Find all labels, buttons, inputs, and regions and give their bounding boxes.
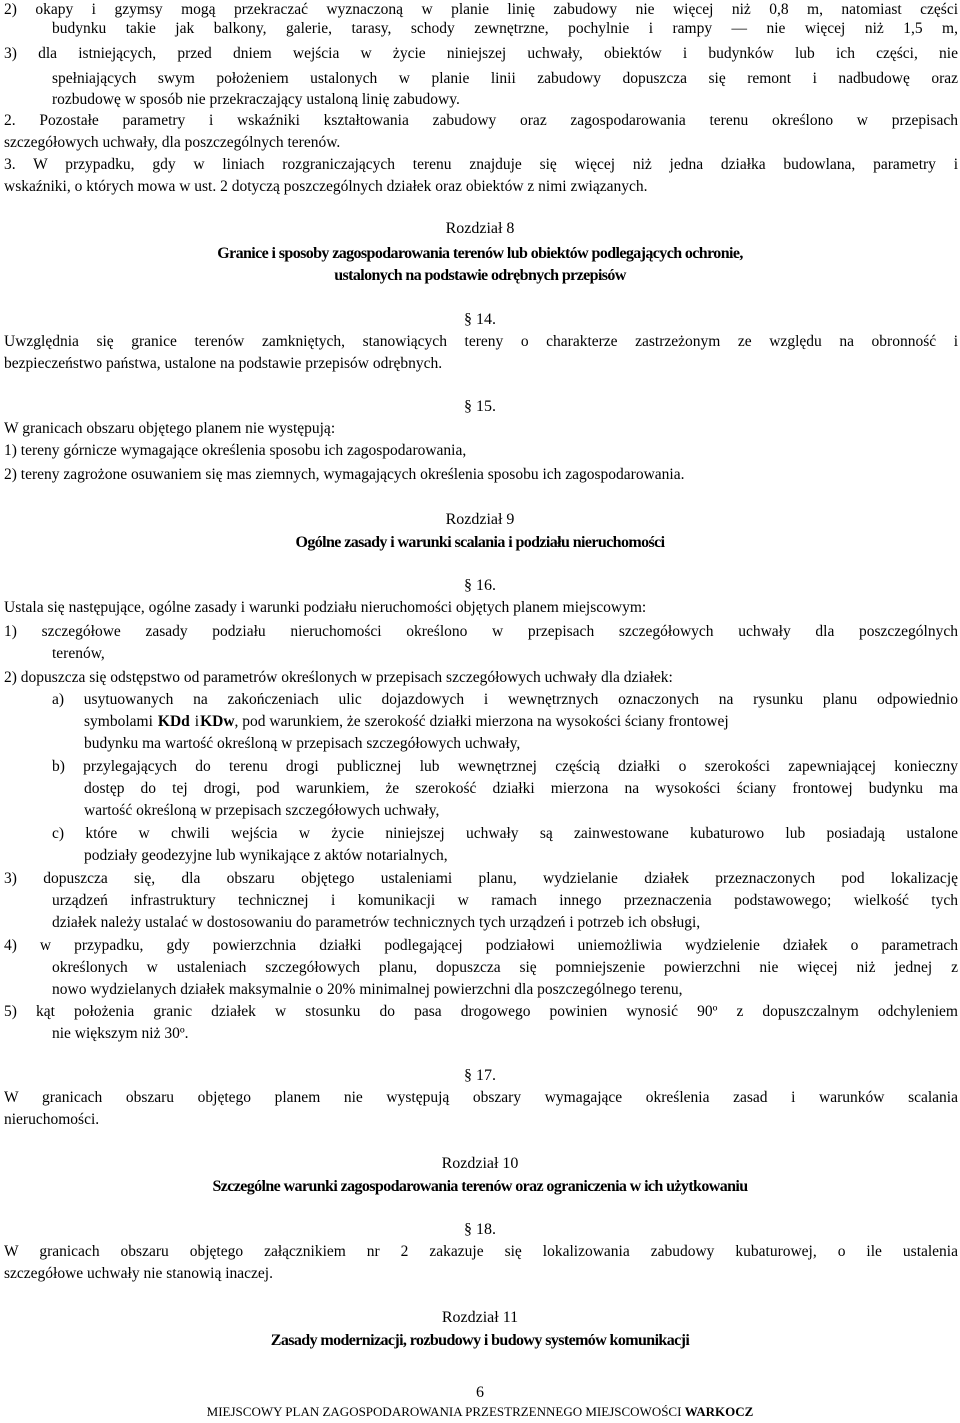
footer-locality: WARKOCZ: [684, 1404, 754, 1419]
chapter-heading: Rozdział 10: [441, 1155, 519, 1172]
text-line: b) przylegających do terenu drogi publicznej lub wewnętrznej częścią działki o szerokości zapewniającej konieczny: [52, 758, 958, 775]
chapter-heading: Rozdział 11: [441, 1309, 519, 1326]
chapter-heading: Rozdział 8: [445, 220, 515, 237]
text-run: i: [194, 713, 200, 730]
text-line: 3. W przypadku, gdy w liniach rozgraniczających terenu znajduje się więcej niż jedna działka budowlana, parametry i: [4, 156, 958, 173]
paragraph-number: § 18.: [464, 1221, 496, 1238]
text-run: symbolami: [84, 713, 153, 730]
paragraph-number: § 14.: [464, 311, 496, 328]
page-number: 6: [476, 1384, 484, 1401]
text-line: określonych w ustaleniach szczegółowych planu, dopuszcza się pomniejszenie powierzchni nie więcej niż jednej z: [52, 959, 958, 976]
text-line: nieruchomości.: [4, 1111, 100, 1128]
text-line: 5) kąt położenia granic działek w stosunku do pasa drogowego powinien wynosić 90º z dopuszczalnym odchyleniem: [4, 1003, 958, 1020]
chapter-title: Zasady modernizacji, rozbudowy i budowy systemów komunikacji: [270, 1332, 690, 1349]
footer-text: MIEJSCOWY PLAN ZAGOSPODAROWANIA PRZESTRZENNEGO MIEJSCOWOŚCI: [206, 1404, 682, 1419]
chapter-heading: Rozdział 9: [445, 511, 515, 528]
text-line: podziały geodezyjne lub wynikające z aktów notarialnych,: [84, 847, 448, 864]
text-line: działek należy ustalać w dostosowaniu do parametrów technicznych tych urządzeń i potrzeb ich obsługi,: [52, 914, 701, 931]
text-line: budynku takie jak balkony, galerie, tarasy, schody zewnętrzne, pochylnie i rampy — nie więcej niż 1,5 m,: [52, 20, 958, 37]
chapter-title: ustalonych na podstawie odrębnych przepisów: [334, 267, 626, 284]
text-line: bezpieczeństwo państwa, ustalone na podstawie przepisów odrębnych.: [4, 355, 443, 372]
text-line: 4) w przypadku, gdy powierzchnia działki podlegającej podziałowi uniemożliwia wydzielenie działek o parametrach: [4, 937, 958, 954]
text-line: dostęp do tej drogi, pod warunkiem, że szerokość działki mierzona na wysokości ściany frontowej budynku ma: [84, 780, 958, 797]
text-line: 1) szczegółowe zasady podziału nieruchomości określono w przepisach szczegółowych uchwały dla poszczególnych: [4, 623, 958, 640]
text-line: W granicach obszaru objętego planem nie występują obszary wymagające określenia zasad i warunków scalania: [4, 1089, 958, 1106]
text-line: W granicach obszaru objętego planem nie występują:: [4, 420, 336, 437]
text-line: 2) okapy i gzymsy mogą przekraczać wyznaczoną w planie linię zabudowy nie więcej niż 0,8 m, natomiast części: [4, 1, 958, 18]
text-line: nie większym niż 30º.: [52, 1025, 189, 1042]
text-line: rozbudowę w sposób nie przekraczający ustaloną linię zabudowy.: [52, 91, 460, 108]
text-line: szczegółowe uchwały nie stanowią inaczej.: [4, 1265, 273, 1282]
text-line: szczegółowych uchwały, dla poszczególnych terenów.: [4, 134, 341, 151]
text-line: spełniających swym położeniem ustalonych w planie linii zabudowy dopuszcza się remont i nadbudowę oraz: [52, 70, 958, 87]
page-footer: [0, 1404, 960, 1420]
text-line: 3) dla istniejących, przed dniem wejścia w życie niniejszej uchwały, obiektów i budynków lub ich części, nie: [4, 45, 958, 62]
chapter-title: Ogólne zasady i warunki scalania i podziału nieruchomości: [295, 534, 665, 551]
text-line: c) które w chwili wejścia w życie niniejszej uchwały są zainwestowane kubaturowo lub posiadają ustalone: [52, 825, 958, 842]
text-line: urządzeń infrastruktury technicznej i komunikacji w ramach innego przeznaczenia podstawowego; wielkość tych: [52, 892, 958, 909]
text-line: 3) dopuszcza się, dla obszaru objętego ustaleniami planu, wydzielanie działek przeznaczonych pod lokalizację: [4, 870, 958, 887]
text-line: Ustala się następujące, ogólne zasady i warunki podziału nieruchomości objętych planem miejscowym:: [4, 599, 647, 616]
text-line: [84, 712, 958, 731]
text-line: 2) dopuszcza się odstępstwo od parametrów określonych w przepisach szczegółowych uchwały dla działek:: [4, 669, 673, 686]
text-line: 1) tereny górnicze wymagające określenia sposobu ich zagospodarowania,: [4, 442, 467, 459]
chapter-title: Granice i sposoby zagospodarowania terenów lub obiektów podlegających ochronie,: [217, 245, 743, 262]
symbol-kdw: KDw: [200, 713, 235, 730]
text-line: wartość określoną w przepisach szczegółowych uchwały,: [84, 802, 440, 819]
text-line: 2. Pozostałe parametry i wskaźniki kształtowania zabudowy oraz zagospodarowania terenu określono w przepisach: [4, 112, 958, 129]
text-line: 2) tereny zagrożone osuwaniem się mas ziemnych, wymagających określenia sposobu ich zagospodarowania.: [4, 466, 685, 483]
text-line: wskaźniki, o których mowa w ust. 2 dotyczą poszczególnych działek oraz obiektów z nimi związanych.: [4, 178, 648, 195]
text-line: Uwzględnia się granice terenów zamkniętych, stanowiących tereny o charakterze zastrzeżonym ze względu na obronność i: [4, 333, 958, 350]
text-line: W granicach obszaru objętego załącznikiem nr 2 zakazuje się lokalizowania zabudowy kubaturowej, o ile ustalenia: [4, 1243, 958, 1260]
paragraph-number: § 15.: [464, 398, 496, 415]
text-line: nowo wydzielanych działek maksymalnie o 20% minimalnej powierzchni dla poszczególnego terenu,: [52, 981, 683, 998]
text-run: , pod warunkiem, że szerokość działki mierzona na wysokości ściany frontowej: [234, 713, 729, 730]
symbol-kdd: KDd: [157, 713, 190, 730]
text-line: budynku ma wartość określoną w przepisach szczegółowych uchwały,: [84, 735, 521, 752]
paragraph-number: § 16.: [464, 577, 496, 594]
chapter-title: Szczególne warunki zagospodarowania terenów oraz ograniczenia w ich użytkowaniu: [212, 1178, 748, 1195]
text-line: terenów,: [52, 645, 105, 662]
paragraph-number: § 17.: [464, 1067, 496, 1084]
text-line: a) usytuowanych na zakończeniach ulic dojazdowych i wewnętrznych oznaczonych na rysunku planu odpowiednio: [52, 691, 958, 708]
